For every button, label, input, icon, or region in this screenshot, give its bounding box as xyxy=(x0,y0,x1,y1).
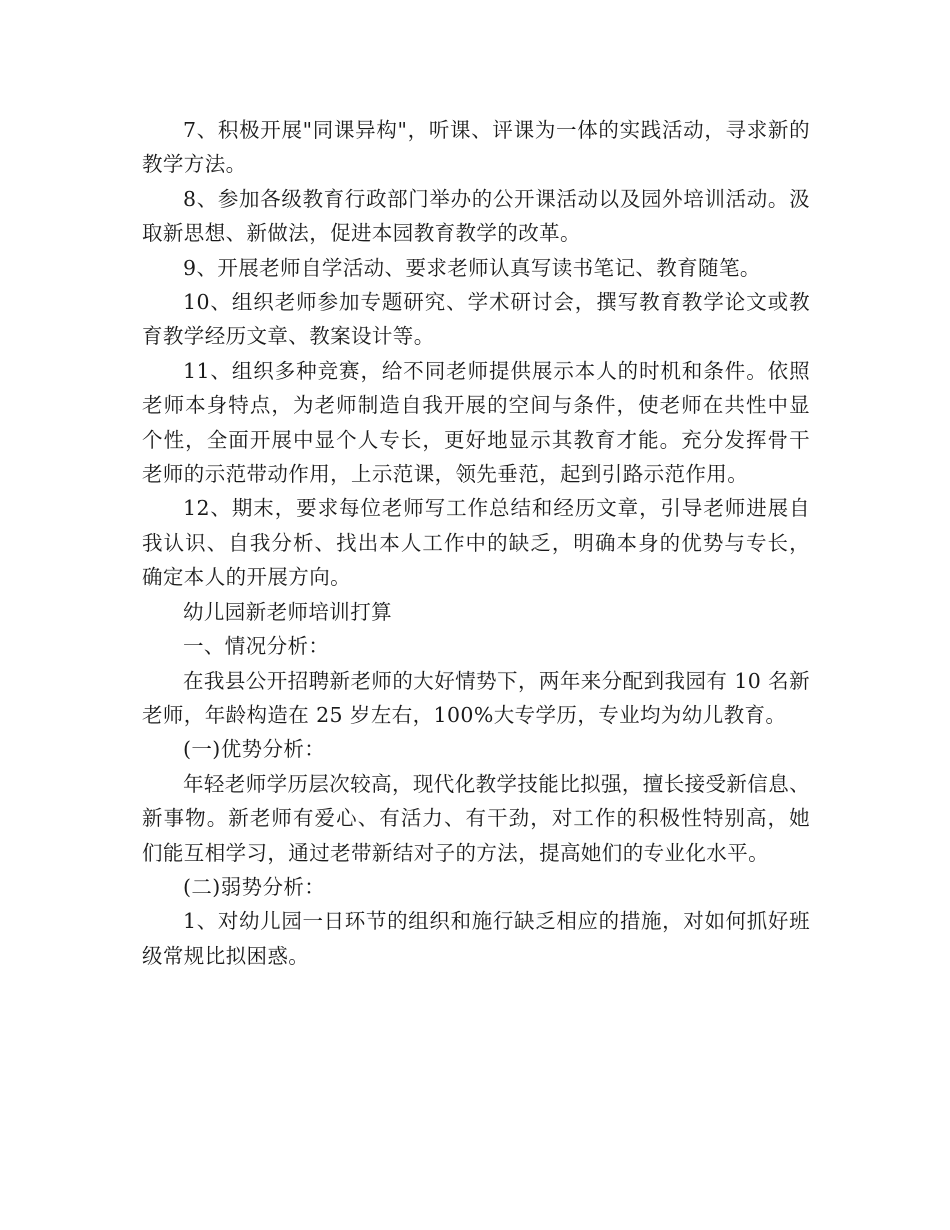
paragraph-item-7: 7、积极开展"同课异构"，听课、评课为一体的实践活动，寻求新的教学方法。 xyxy=(142,118,810,177)
paragraph-item-11: 11、组织多种竞赛，给不同老师提供展示本人的时机和条件。依照老师本身特点，为老师制造自我开展的空间与条件，使老师在共性中显个性，全面开展中显个人专长，更好地显示其教育才能。充分发挥骨干老师的示范带动作用，上示范课，领先垂范，起到引路示范作用。 xyxy=(142,358,810,487)
paragraph-strengths: 年轻老师学历层次较高，现代化教学技能比拟强，擅长接受新信息、新事物。新老师有爱心、有活力、有干劲，对工作的积极性特别高，她们能互相学习，通过老带新结对子的方法，提高她们的专业化水平。 xyxy=(142,771,810,865)
section-heading-situation: 一、情况分析： xyxy=(183,634,330,659)
paragraph-item-8: 8、参加各级教育行政部门举办的公开课活动以及园外培训活动。汲取新思想、新做法，促进本园教育教学的改革。 xyxy=(142,186,810,246)
subsection-heading-strengths: (一)优势分析： xyxy=(183,737,326,762)
subsection-heading-weaknesses: (二)弱势分析： xyxy=(183,874,326,899)
paragraph-item-10: 10、组织老师参加专题研究、学术研讨会，撰写教育教学论文或教育教学经历文章、教案设计等。 xyxy=(142,290,810,349)
paragraph-weakness-1: 1、对幼儿园一日环节的组织和施行缺乏相应的措施，对如何抓好班级常规比拟困惑。 xyxy=(142,909,810,968)
section-title: 幼儿园新老师培训打算 xyxy=(183,599,392,624)
paragraph-item-12: 12、期末，要求每位老师写工作总结和经历文章，引导老师进展自我认识、自我分析、找出本人工作中的缺乏，明确本身的优势与专长，确定本人的开展方向。 xyxy=(142,496,810,590)
paragraph-item-9: 9、开展老师自学活动、要求老师认真写读书笔记、教育随笔。 xyxy=(183,255,761,280)
paragraph-situation: 在我县公开招聘新老师的大好情势下，两年来分配到我园有 10 名新老师，年龄构造在 25 岁左右，100%大专学历，专业均为幼儿教育。 xyxy=(142,668,810,727)
document-page xyxy=(142,113,810,973)
